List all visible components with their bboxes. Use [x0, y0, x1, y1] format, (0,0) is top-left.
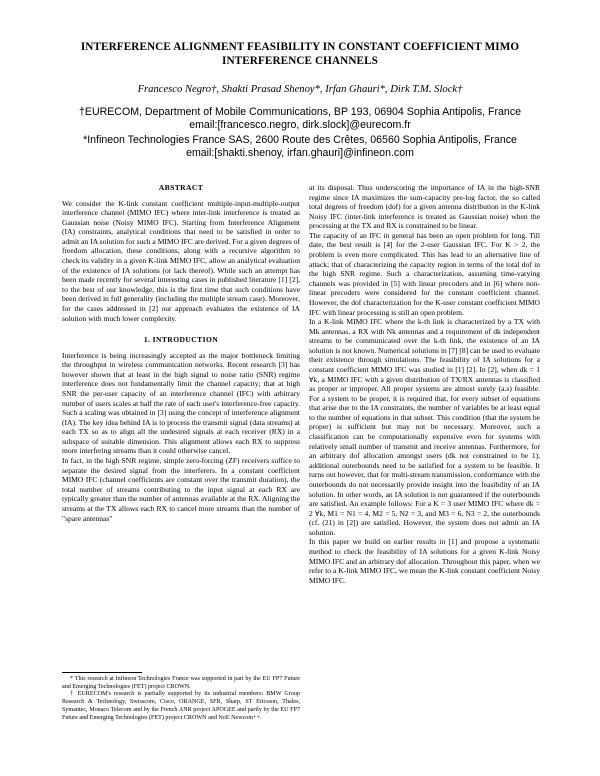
paper-title: INTERFERENCE ALIGNMENT FEASIBILITY IN CONSTANT COEFFICIENT MIMO INTERFERENCE CHANNELS — [80, 41, 520, 67]
affiliation-eurecom — [40, 106, 560, 132]
author-list: Francesco Negro†, Shakti Prasad Shenoy*, Irfan Ghauri*, Dirk T.M. Slock† — [137, 84, 463, 95]
footnotes — [62, 676, 300, 722]
body-paragraph: In a K-link MIMO IFC where the k-th link is characterized by a TX with Mk antennas, a RX with Nk antennas and a requirement of dk independent streams to be communicated over the k-th link, the existence of an IA solution is not known. Numerical solutions in [7] [8] can be used to evaluate their existence through simulations. The feasibility of IA solutions for a constant coefficient MIMO IFC was studied in [1] [2]. In [2], when dk = 1 ∀k, a MIMO IFC with a given distribution of TX/RX antennas is classified as proper or improper. All proper systems are almost surely (a.s) feasible. For a system to be proper, it is required that, for every subset of equations that arise due to the IA constraints, the number of variables be at least equal to the number of equations in that subset. This condition (that the system be proper) is sufficient but may not be necessary. Moreover, such a classification can be computationally expensive even for systems with relatively small number of transmit and receive antennas. Furthermore, for an arbitrary dof allocation amongst users (dk not constrained to be 1), additional outerbounds need to be satisfied for a system to be feasible. It turns out however, that for multi-stream transmission, conformance with the outerbounds do not necessarily provide insight into the feasibility of an IA solution. In other words, an IA solution is not guaranteed if the outerbounds are satisfied. An example follows: For a K = 3 user MIMO IFC where dk = 2 ∀k, M1 = N1 = 4, M2 = 5, N2 = 3, and M3 = 6, N3 = 2, the outerbounds (cf. (21) in [2]) are satisfied. However, the system does not admit an IA solution. — [309, 317, 540, 537]
body-paragraph: at its disposal. Thus underscoring the importance of IA in the high-SNR regime since IA maximizes the sum-capacity pre-log factor, the so called total degrees of freedom (dof) for a given antenna distribution in the K-link Noisy IFC (inter-link interference is treated as Gaussian noise) when the processing at the TX and RX is constrained to be linear. — [309, 183, 540, 231]
footnote-eurecom: † EURECOM's research is partially supported by its industrial members: BMW Group Research & Technology, Swisscom, Cisco, ORANGE, SFR, Sharp, ST Ericsson, Thales, Symantec, Monaco Telecom and by the French ANR project APOGEE and partly by the EU FP7 Future and Emerging Technologies (FET) project CROWN and NoE Newcom++. — [62, 691, 300, 721]
affiliation-address: *Infineon Technologies France SAS, 2600 Route des Crêtes, 06560 Sophia Antipolis, France — [83, 134, 517, 146]
body-paragraph: The capacity of an IFC in general has been an open problem for long. Till date, the best result is [4] for the 2-user Gaussian IFC. For K > 2, the problem is even more complicated. This has lead to an alternative line of attack; that of characterizing the capacity region in terms of the total dof in the high SNR regime. Such a characterization, assuming time-varying channels was provided in [5] with linear precoders and in [6] where non-linear precoders were considered for the constant coefficient channel. However, the dof characterization for the K-user constant coefficient MIMO IFC with linear processing is still an open problem. — [309, 230, 540, 317]
affiliation-email: email:[francesco.negro, dirk.slock]@eurecom.fr — [189, 119, 411, 132]
footnote-rule — [62, 672, 142, 673]
body-paragraph: In this paper we build on earlier results in [1] and propose a systematic method to check the feasibility of IA solutions for a given K-link Noisy MIMO IFC and an arbitrary dof allocation. Throughout this paper, when we refer to a K-link MIMO IFC, we mean the K-link constant coefficient Noisy MIMO IFC. — [309, 537, 540, 585]
introduction-heading: 1. INTRODUCTION — [143, 335, 219, 345]
affiliation-infineon — [40, 134, 560, 160]
intro-paragraph: In fact, in the high SNR regime, simple zero-forcing (ZF) receivers suffice to separate the desired signal from the interferers. In a constant coefficient MIMO IFC (channel coefficients are constant over the transmit duration), the total number of streams contributing to the input signal at each RX are typically greater than the number of antennas available at the RX. Aligning the streams at the TX allows each RX to cancel more streams than the number of "spare antennas" — [62, 456, 300, 523]
affiliation-address: †EURECOM, Department of Mobile Communications, BP 193, 06904 Sophia Antipolis, France — [78, 106, 522, 118]
abstract-heading: ABSTRACT — [158, 183, 204, 192]
right-column — [309, 183, 540, 585]
intro-paragraph: Interference is being increasingly accepted as the major bottleneck limiting the throughput in wireless communication networks. Recent research [3] has however shown that at least in the high signal to noise ratio (SNR) regime interference does not fundamentally limit the channel capacity; that at high SNR the per-user capacity of an interference channel (IFC) with arbitrary number of users scales at half the rate of each user's interference-free capacity. Such a scaling was obtained in [3] using the concept of interference alignment (IA). The key idea behind IA is to process the transmit signal (data streams) at each TX so as to align all the undesired signals at each receiver (RX) in a subspace of suitable dimension. This alignment allows each RX to suppress more interfering streams than it could otherwise cancel. — [62, 350, 300, 456]
left-column — [62, 183, 300, 523]
affiliation-email: email:[shakti.shenoy, irfan.ghauri]@infineon.com — [186, 147, 414, 160]
footnote-infineon: * This research at Infineon Technologies France was supported in part by the EU FP7 Future and Emerging Technologies (FET) project CROWN. — [62, 676, 300, 690]
abstract-text: We consider the K-link constant coefficient multiple-input-multiple-output interference channel (MIMO IFC) where inter-link interference is treated as Gaussian noise (Noisy MIMO IFC). Starting from Interference Alignment (IA) constraints, analytical conditions that need to be satisfied in order to admit an IA solution for such a MIMO IFC are derived. For a given degrees of freedom allocation, these conditions, along with a recursive algorithm to check its validity in a given K-link MIMO IFC, allow an analytical evaluation of the existence of IA solutions (or lack thereof). While such an attempt has been made recently for several interesting cases in published literature [1] [2], to the best of our knowledge, this is the first time that such conditions have been derived in full generality (including the multiple stream case). Moreover, for the cases addressed in [2] our approach evaluates the existence of IA solution with much lower complexity. — [62, 198, 300, 323]
